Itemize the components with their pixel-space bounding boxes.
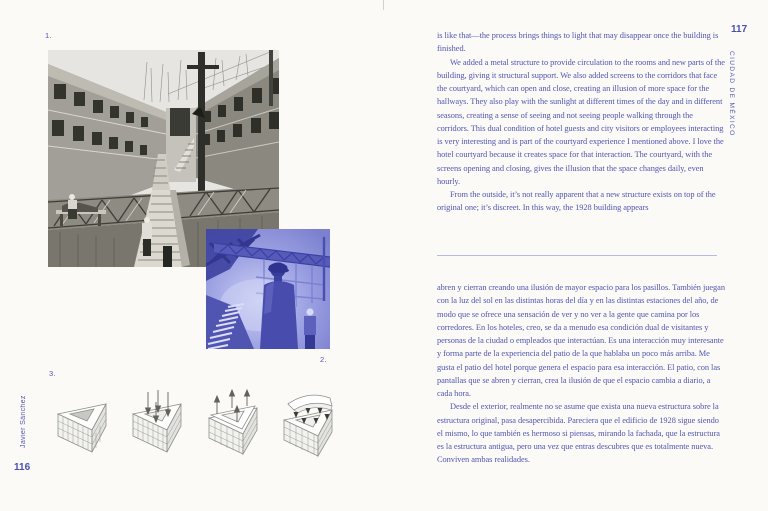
diagram-rooftop-addition: [274, 388, 344, 466]
diagram-demolition-arrows-down: [123, 388, 193, 466]
spanish-paragraph: abren y cierran creando una ilusión de mayor espacio para los pasillos. También juegan con la luz del sol en las distintas horas del día y en las distintas estaciones del año, de modo que se ofrece una sensación de ver y no ver a la gente que camina por los corredores. En los hoteles, creo, se da a menudo esa condición dual de visitantes y personas de la ciudad o empleados que interactúan. Es una interacción muy interesante y forma parte de la experiencia del patio de la que hablaba un poco más arriba. Me gusta el patio del hotel porque genera el espacio para esa interacción. El patio, con las pantallas que se abren y cierran, crea la ilusión de que el espacio cambia a diario, a cada hora.: [437, 283, 725, 398]
author-margin-text: Javier Sánchez: [20, 395, 27, 448]
page-number-right: 117: [731, 24, 748, 35]
diagram-new-structure-arrows-up: [199, 388, 269, 466]
spanish-text-column: [437, 281, 725, 467]
english-text-column: [437, 29, 725, 215]
axonometric-building-diagrams: [48, 388, 344, 466]
diagram-existing-building: [48, 388, 118, 466]
english-paragraph: is like that—the process brings things to light that may disappear once the building is finished.: [437, 31, 719, 54]
page-number-left: 116: [14, 462, 31, 473]
worker-steel-structure-blue-duotone-photo: [206, 229, 330, 349]
figure-2-label: 2.: [320, 355, 327, 364]
spanish-paragraph: Desde el exterior, realmente no se asume que exista una nueva estructura sobre la estructura original, pasa desapercibida. Pareciera que el edificio de 1928 sigue siendo el mismo, lo que también es hermoso si piensas, mirando la fachada, que la estructura es la estructura antigua, pero una vez que entras descubres que es totalmente nueva. Conviven ambas realidades.: [437, 402, 720, 465]
section-divider-rule: [437, 255, 717, 256]
figure-3-label: 3.: [49, 369, 56, 378]
figure-1-label: 1.: [45, 31, 52, 40]
english-paragraph: We added a metal structure to provide circulation to the rooms and new parts of the building, giving it structural support. We also added screens to the corridors that face the courtyard, which can open and close, creating an illusion of more space for the hallways. They also play with the sunlight at different times of the day and in different seasons, creating a sense of seeing and not seeing people walking through the corridors. This dual condition of hotel guests and city visitors or employees interacting is very interesting and is part of the courtyard experience I mentioned above. I love the hotel courtyard because it creates space for that interaction. The courtyard, with the screens opening and closing, gives the illusion that the space changes daily, even hourly.: [437, 57, 725, 186]
chapter-margin-text: CIUDAD DE MÉXICO: [728, 51, 735, 137]
center-fold-mark: [383, 0, 384, 10]
english-paragraph: From the outside, it’s not really apparent that a new structure exists on top of the original one; it’s discreet. In this way, the 1928 building appears: [437, 190, 716, 213]
